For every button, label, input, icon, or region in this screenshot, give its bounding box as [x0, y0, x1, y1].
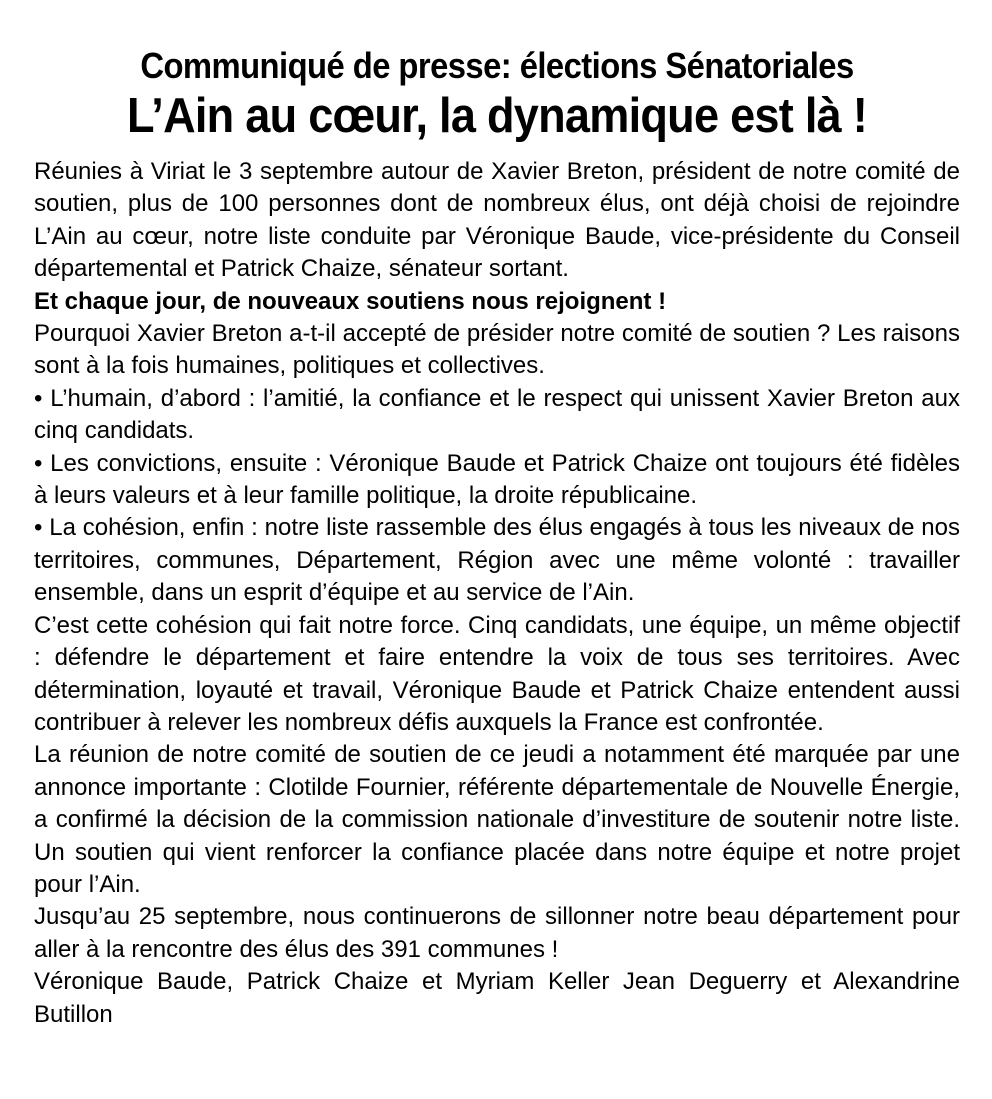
bullet-human: • L’humain, d’abord : l’amitié, la confiance et le respect qui unissent Xavier Breton aux cinq candidats. — [34, 384, 960, 445]
press-release-title: L’Ain au cœur, la dynamique est là ! — [126, 89, 868, 143]
paragraph-intro: Réunies à Viriat le 3 septembre autour de Xavier Breton, président de notre comité de soutien, plus de 100 personnes dont de nombreux élus, ont déjà choisi de rejoindre L’Ain au cœur, notre liste conduite par Véronique Baude, vice-présidente du Conseil départemental et Patrick Chaize, sénateur sortant. — [34, 158, 960, 283]
press-release-body — [34, 156, 960, 1031]
paragraph-strength: C’est cette cohésion qui fait notre force. Cinq candidats, une équipe, un même objectif : défendre le département et faire entendre la voix de tous ses territoires. Avec détermination, loyauté et travail, Véronique Baude et Patrick Chaize entendent aussi contribuer à relever les nombreux défis auxquels la France est confrontée. — [34, 611, 960, 736]
paragraph-question: Pourquoi Xavier Breton a-t-il accepté de présider notre comité de soutien ? Les raisons sont à la fois humaines, politiques et collectives. — [34, 320, 960, 380]
bullet-cohesion: • La cohésion, enfin : notre liste rassemble des élus engagés à tous les niveaux de nos territoires, communes, Département, Région avec une même volonté : travailler ensemble, dans un esprit d’équipe et au service de l’Ain. — [34, 514, 960, 607]
press-release — [34, 44, 960, 1031]
paragraph-highlight: Et chaque jour, de nouveaux soutiens nous rejoignent ! — [34, 287, 667, 315]
paragraph-signatures: Véronique Baude, Patrick Chaize et Myriam Keller Jean Deguerry et Alexandrine Butillon — [34, 968, 960, 1028]
paragraph-meeting: La réunion de notre comité de soutien de ce jeudi a notamment été marquée par une annonce importante : Clotilde Fournier, référente départementale de Nouvelle Énergie, a confirmé la décision de la commission nationale d’investiture de soutenir notre liste. Un soutien qui vient renforcer la confiance placée dans notre équipe et notre projet pour l’Ain. — [34, 741, 960, 898]
paragraph-schedule: Jusqu’au 25 septembre, nous continuerons de sillonner notre beau département pour aller à la rencontre des élus des 391 communes ! — [34, 903, 960, 963]
press-release-subtitle: Communiqué de presse: élections Sénatoriales — [140, 45, 854, 86]
bullet-convictions: • Les convictions, ensuite : Véronique Baude et Patrick Chaize ont toujours été fidèles à leurs valeurs et à leur famille politique, la droite républicaine. — [34, 449, 960, 510]
